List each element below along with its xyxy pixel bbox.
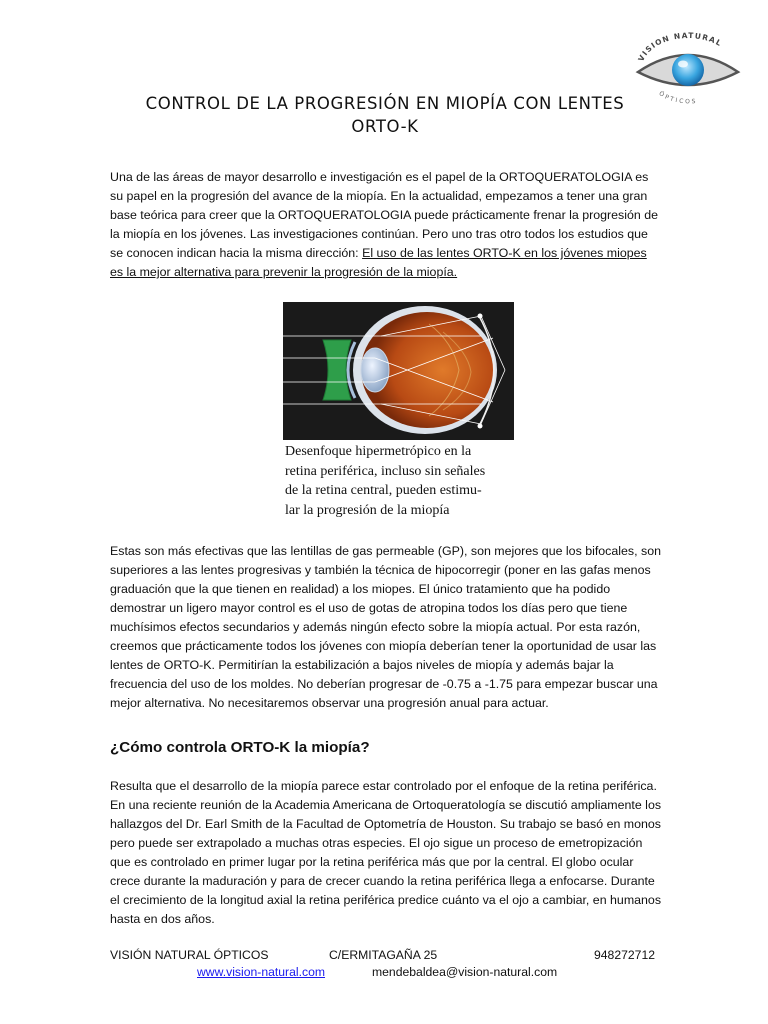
intro-text: Una de las áreas de mayor desarrollo e investigación es el papel de la ORTOQUERATOLOGIA es su papel en la progresión del avance de la miopía. En la actualidad, empezamos a tener una gran base teórica para creer que la ORTOQUERATOLOGIA puede prácticamente frenar la progresión de la miopía en los jóvenes. Las investigaciones continúan. Pero uno tras otro todos los estudios que se conocen indican hacia la misma dirección:	[110, 170, 658, 260]
figure-caption	[285, 442, 525, 520]
focus-point-bottom	[478, 424, 483, 429]
page-title	[110, 92, 660, 138]
title-line-1: CONTROL DE LA PROGRESIÓN EN MIOPÍA CON LENTES	[145, 94, 625, 113]
footer-phone: 948272712	[594, 948, 656, 962]
svg-text:ÓPTICOS	[658, 90, 698, 105]
logo-bottom-text: ÓPTICOS	[657, 90, 698, 106]
footer-website-link[interactable]: www.vision-natural.com	[197, 965, 326, 979]
section-heading: ¿Cómo controla ORTO-K la miopía?	[110, 739, 370, 756]
effectiveness-paragraph: Estas son más efectivas que las lentillas de gas permeable (GP), son mejores que los bifocales, son superiores a las lentes progresivas y también la técnica de hipocorregir (poner en las gafas menos graduación que la que tienen en realidad) a los miopes. El único tratamiento que ha podido demostrar un ligero mayor control es el uso de gotas de atropina todos los días pero que tiene muchísimos efectos secundarios y además ningún efecto sobre la miopía actual. Por esta razón, creemos que prácticamente todos los jóvenes con miopía deberían tener la oportunidad de usar las lentes de ORTO-K. Permitirían la estabilización a bajos niveles de miopía y además bajar la frecuencia del uso de los moldes. No deberían progresar de -0.75 a -1.75 para empezar buscar una mejor alternativa. No necesitaremos observar una progresión anual para actuar.	[110, 544, 661, 710]
iris-icon	[672, 54, 704, 86]
title-line-2: ORTO-K	[351, 117, 419, 136]
crystalline-lens	[361, 348, 389, 392]
intro-underlined-text: El uso de las lentes ORTO-K en los jóvenes miopes es la mejor alternativa para prevenir la progresión de la miopía.	[110, 246, 647, 279]
focus-point-top	[478, 314, 483, 319]
logo-top-text: VISION NATURAL	[636, 30, 724, 63]
caption-line: retina periférica, incluso sin señales	[285, 463, 486, 479]
footer-address: C/ERMITAGAÑA 25	[329, 948, 438, 962]
caption-line: de la retina central, pueden estimu-	[285, 483, 482, 498]
caption-line: Desenfoque hipermetrópico en la	[285, 444, 472, 459]
footer-email: mendebaldea@vision-natural.com	[372, 965, 558, 979]
caption-line: lar la progresión de la miopía	[285, 502, 450, 518]
intro-paragraph	[110, 168, 662, 282]
footer-company: VISIÓN NATURAL ÓPTICOS	[110, 948, 269, 962]
eye-diagram-figure	[283, 302, 514, 440]
mechanism-paragraph: Resulta que el desarrollo de la miopía parece estar controlado por el enfoque de la retina periférica. En una reciente reunión de la Academia Americana de Ortoqueratología se discutió ampliamente los hallazgos del Dr. Earl Smith de la Facultad de Optometría de Houston. Su trabajo se basó en monos pero puede ser extrapolado a muchas otras especies. El ojo sigue un proceso de emetropización que es controlado en primer lugar por la retina periférica más que por la central. El globo ocular crece durante la maduración y para de crecer cuando la retina periférica llega a enfocarse. Durante el crecimiento de la longitud axial la retina periférica predice cuánto va el ojo a cambiar, en humanos hasta en dos años.	[110, 779, 662, 926]
